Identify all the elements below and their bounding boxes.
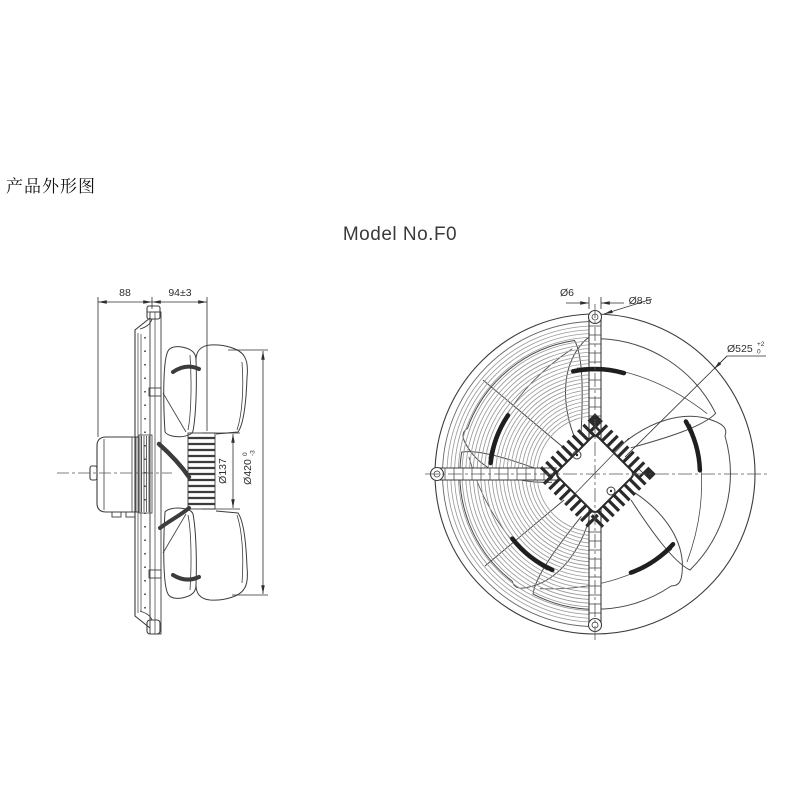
dim-guard-diameter-label: Ø525 bbox=[727, 343, 753, 355]
front-view bbox=[425, 287, 767, 640]
fan-blades-side bbox=[159, 345, 247, 600]
dim-wire-diameter-label: Ø6 bbox=[559, 287, 575, 299]
rotor-fins bbox=[188, 433, 215, 509]
dim-impeller-diameter-label: Ø420 bbox=[242, 459, 254, 485]
guard-wire-end-top bbox=[147, 306, 160, 319]
page-title: 产品外形图 bbox=[6, 177, 96, 196]
blade-slot bbox=[173, 575, 199, 580]
model-number-label: Model No.F0 bbox=[342, 224, 458, 245]
dim-depth-right-label: 94±3 bbox=[168, 287, 192, 299]
motor-body bbox=[90, 437, 139, 517]
dim-impeller-tol-upper: 0 bbox=[242, 452, 249, 456]
side-view bbox=[57, 287, 268, 634]
dim-depth-left-label: 88 bbox=[119, 287, 131, 299]
blade-slot bbox=[173, 367, 199, 372]
blade-slot bbox=[159, 444, 189, 477]
dim-guard-tol-lower: 0 bbox=[757, 348, 761, 356]
dim-guard-tol-upper: +2 bbox=[757, 341, 765, 348]
dim-strut-end-diameter-label: Ø8.5 bbox=[628, 295, 652, 307]
dim-impeller-tol-lower: -3 bbox=[249, 450, 257, 456]
dim-hub-diameter-label: Ø137 bbox=[217, 458, 229, 484]
